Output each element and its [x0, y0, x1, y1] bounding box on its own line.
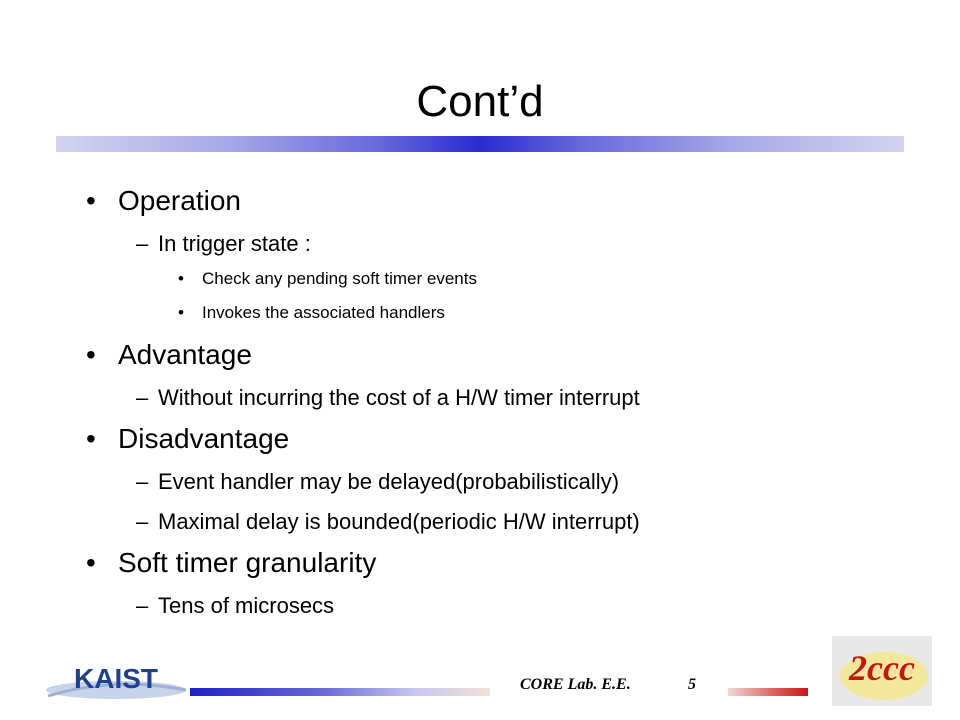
subsub-bullet-invokes: • Invokes the associated handlers [178, 303, 445, 322]
bullet-label: Advantage [118, 339, 252, 370]
title-underline-bar [56, 136, 904, 152]
bullet-label: Disadvantage [118, 423, 290, 454]
footer-red-bar [728, 688, 808, 696]
2ccc-logo-text: 2ccc [849, 648, 915, 688]
bullet-granularity: • Soft timer granularity [86, 547, 377, 578]
bullet-label: Operation [118, 185, 241, 216]
sub-bullet-label: Event handler may be delayed(probabilistically) [158, 469, 620, 494]
sub-bullet-trigger-state: – In trigger state : [136, 231, 311, 256]
sub-bullet-label: Tens of microsecs [158, 593, 335, 618]
kaist-logo [44, 656, 190, 704]
bullet-operation: • Operation [86, 185, 241, 216]
footer-blue-bar [190, 688, 490, 696]
sub-bullet-label: Without incurring the cost of a H/W timer interrupt [158, 385, 640, 410]
2ccc-logo [832, 636, 932, 706]
sub-bullet-microsecs: – Tens of microsecs [136, 593, 335, 618]
sub-bullet-delayed: – Event handler may be delayed(probabilistically) [136, 469, 620, 494]
kaist-logo-text: KAIST [74, 663, 158, 694]
bullet-disadvantage: • Disadvantage [86, 423, 290, 454]
subsub-bullet-label: Invokes the associated handlers [202, 303, 445, 322]
page-number: 5 [688, 676, 696, 693]
bullet-label: Soft timer granularity [118, 547, 377, 578]
slide-title: Cont’d [416, 77, 544, 126]
sub-bullet-bounded: – Maximal delay is bounded(periodic H/W interrupt) [136, 509, 640, 534]
subsub-bullet-check: • Check any pending soft timer events [178, 269, 477, 288]
sub-bullet-without-cost: – Without incurring the cost of a H/W timer interrupt [136, 385, 640, 410]
footer-lab-label: CORE Lab. E.E. [520, 676, 631, 693]
subsub-bullet-label: Check any pending soft timer events [202, 269, 477, 288]
bullet-advantage: • Advantage [86, 339, 252, 370]
sub-bullet-label: Maximal delay is bounded(periodic H/W interrupt) [158, 509, 640, 534]
sub-bullet-label: In trigger state : [158, 231, 311, 256]
